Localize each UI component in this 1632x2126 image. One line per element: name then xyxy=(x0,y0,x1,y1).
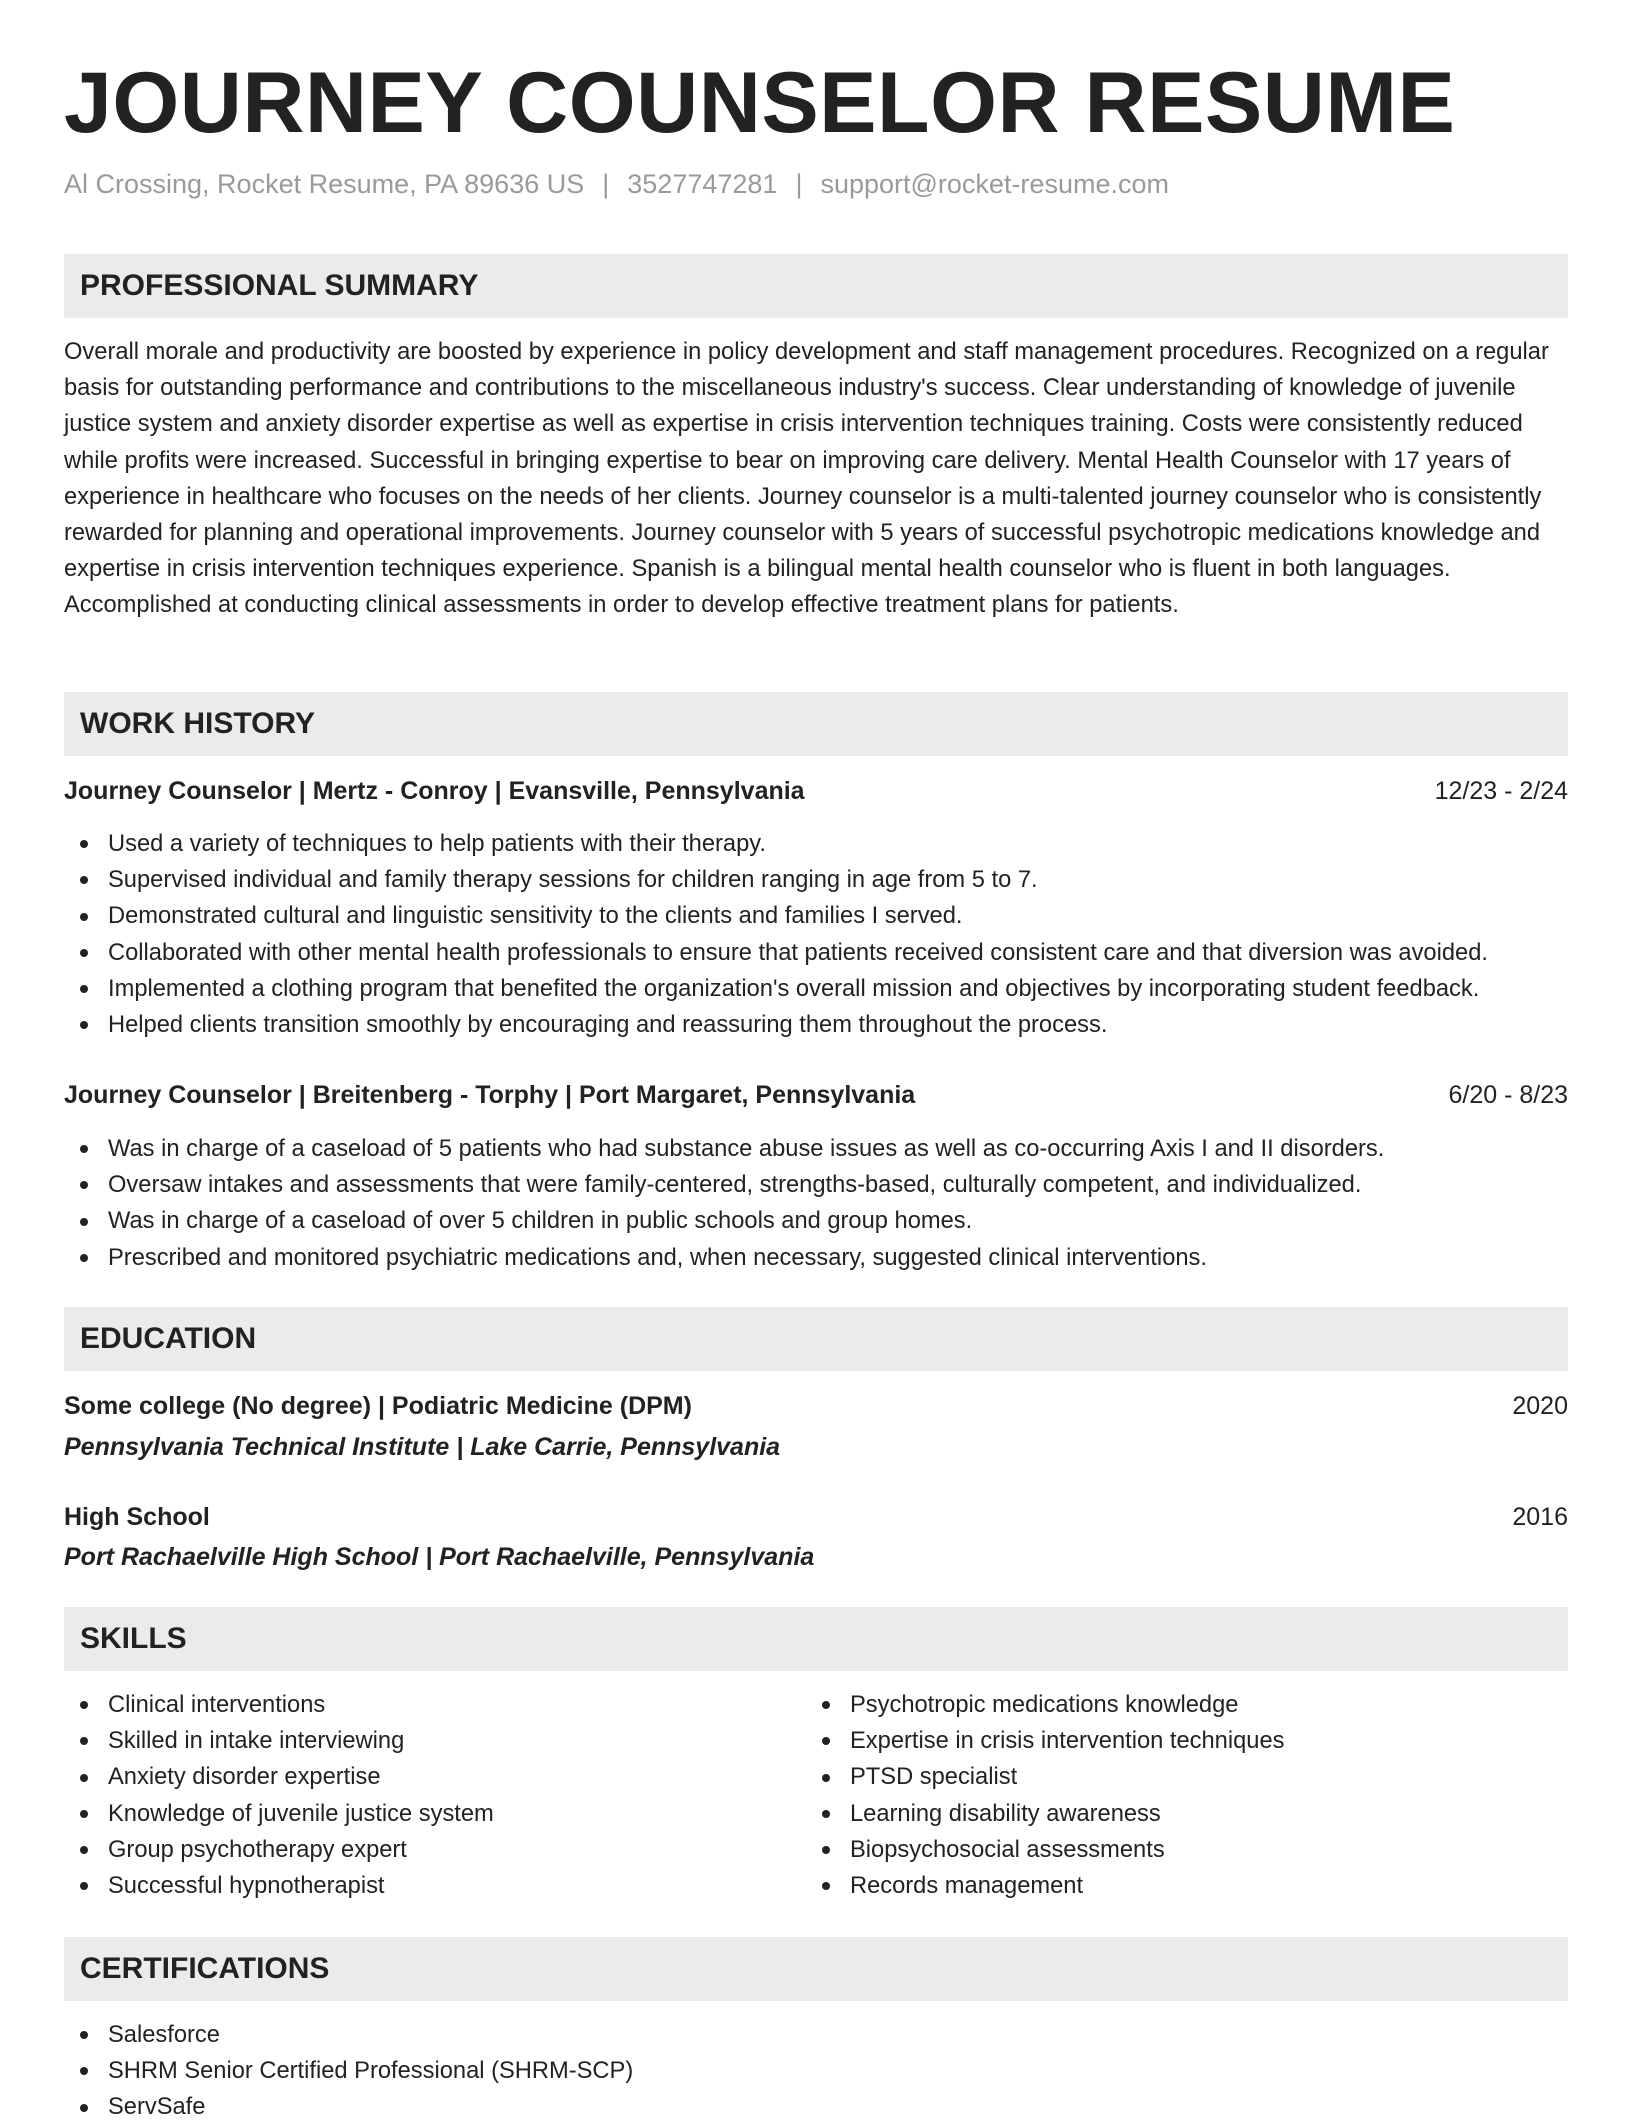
job-bullet-list xyxy=(64,1131,1384,1276)
job-header xyxy=(64,773,1568,809)
job-title: Journey Counselor | Breitenberg - Torphy | Port Margaret, Pennsylvania xyxy=(64,1081,916,1109)
skill-item: Successful hypnotherapist xyxy=(64,1868,494,1904)
job-bullet: Helped clients transition smoothly by encouraging and reassuring them throughout the process. xyxy=(64,1007,1488,1043)
certification-item: Salesforce xyxy=(64,2017,633,2053)
skill-item: Expertise in crisis intervention techniques xyxy=(806,1723,1284,1759)
skill-item: Knowledge of juvenile justice system xyxy=(64,1796,494,1832)
education-header xyxy=(64,1388,1568,1424)
contact-separator: | xyxy=(795,169,803,199)
job-title: Journey Counselor | Mertz - Conroy | Evansville, Pennsylvania xyxy=(64,777,805,805)
job-header xyxy=(64,1077,1568,1113)
education-school: Pennsylvania Technical Institute | Lake Carrie, Pennsylvania xyxy=(64,1433,781,1461)
education-school: Port Rachaelville High School | Port Rachaelville, Pennsylvania xyxy=(64,1543,815,1571)
contact-address: Al Crossing, Rocket Resume, PA 89636 US xyxy=(64,169,585,199)
job-bullet: Used a variety of techniques to help patients with their therapy. xyxy=(64,826,1488,862)
job-dates: 6/20 - 8/23 xyxy=(1448,1081,1568,1109)
contact-separator: | xyxy=(602,169,610,199)
contact-line xyxy=(64,166,1169,202)
contact-email: support@rocket-resume.com xyxy=(820,169,1169,199)
certification-item: SHRM Senior Certified Professional (SHRM-SCP) xyxy=(64,2053,633,2089)
job-bullet: Demonstrated cultural and linguistic sensitivity to the clients and families I served. xyxy=(64,898,1488,934)
contact-phone: 3527747281 xyxy=(627,169,778,199)
resume-title: JOURNEY COUNSELOR RESUME xyxy=(64,55,1456,151)
skill-item: Psychotropic medications knowledge xyxy=(806,1687,1284,1723)
job-bullet: Was in charge of a caseload of over 5 children in public schools and group homes. xyxy=(64,1203,1384,1239)
section-heading-work-history: WORK HISTORY xyxy=(64,692,1568,756)
certifications-list xyxy=(64,2017,633,2126)
skill-item: Group psychotherapy expert xyxy=(64,1832,494,1868)
skill-item: Biopsychosocial assessments xyxy=(806,1832,1284,1868)
skill-item: Anxiety disorder expertise xyxy=(64,1759,494,1795)
skills-list-left xyxy=(64,1687,494,1904)
section-heading-summary: PROFESSIONAL SUMMARY xyxy=(64,254,1568,318)
job-bullet: Prescribed and monitored psychiatric medications and, when necessary, suggested clinical interventions. xyxy=(64,1240,1384,1276)
education-year: 2020 xyxy=(1512,1392,1568,1420)
job-bullet: Implemented a clothing program that benefited the organization's overall mission and objectives by incorporating student feedback. xyxy=(64,971,1488,1007)
job-bullet: Oversaw intakes and assessments that were family-centered, strengths-based, culturally competent, and individualized. xyxy=(64,1167,1384,1203)
section-heading-skills: SKILLS xyxy=(64,1607,1568,1671)
job-bullet: Was in charge of a caseload of 5 patients who had substance abuse issues as well as co-occurring Axis I and II disorders. xyxy=(64,1131,1384,1167)
job-dates: 12/23 - 2/24 xyxy=(1434,777,1568,805)
education-degree: Some college (No degree) | Podiatric Medicine (DPM) xyxy=(64,1392,692,1420)
education-year: 2016 xyxy=(1512,1503,1568,1531)
section-heading-certifications: CERTIFICATIONS xyxy=(64,1937,1568,2001)
summary-text: Overall morale and productivity are boosted by experience in policy development and staff management procedures. Recognized on a regular basis for outstanding performance and contributions to the miscellaneous industry's success. Clear understanding of knowledge of juvenile justice system and anxiety disorder expertise as well as expertise in crisis intervention techniques training. Costs were consistently reduced while profits were increased. Successful in bringing expertise to bear on improving care delivery. Mental Health Counselor with 17 years of experience in healthcare who focuses on the needs of her clients. Journey counselor is a multi-talented journey counselor who is consistently rewarded for planning and operational improvements. Journey counselor with 5 years of successful psychotropic medications knowledge and expertise in crisis intervention techniques experience. Spanish is a bilingual mental health counselor who is fluent in both languages. Accomplished at conducting clinical assessments in order to develop effective treatment plans for patients. xyxy=(64,339,1549,619)
skill-item: Records management xyxy=(806,1868,1284,1904)
section-heading-education: EDUCATION xyxy=(64,1307,1568,1371)
skills-list-right xyxy=(806,1687,1284,1904)
education-header xyxy=(64,1499,1568,1535)
skill-item: Clinical interventions xyxy=(64,1687,494,1723)
skill-item: Learning disability awareness xyxy=(806,1796,1284,1832)
job-bullet-list xyxy=(64,826,1488,1043)
certification-item: ServSafe xyxy=(64,2089,633,2125)
skill-item: PTSD specialist xyxy=(806,1759,1284,1795)
education-degree: High School xyxy=(64,1503,210,1531)
job-bullet: Collaborated with other mental health professionals to ensure that patients received consistent care and that diversion was avoided. xyxy=(64,935,1488,971)
skill-item: Skilled in intake interviewing xyxy=(64,1723,494,1759)
job-bullet: Supervised individual and family therapy sessions for children ranging in age from 5 to 7. xyxy=(64,862,1488,898)
